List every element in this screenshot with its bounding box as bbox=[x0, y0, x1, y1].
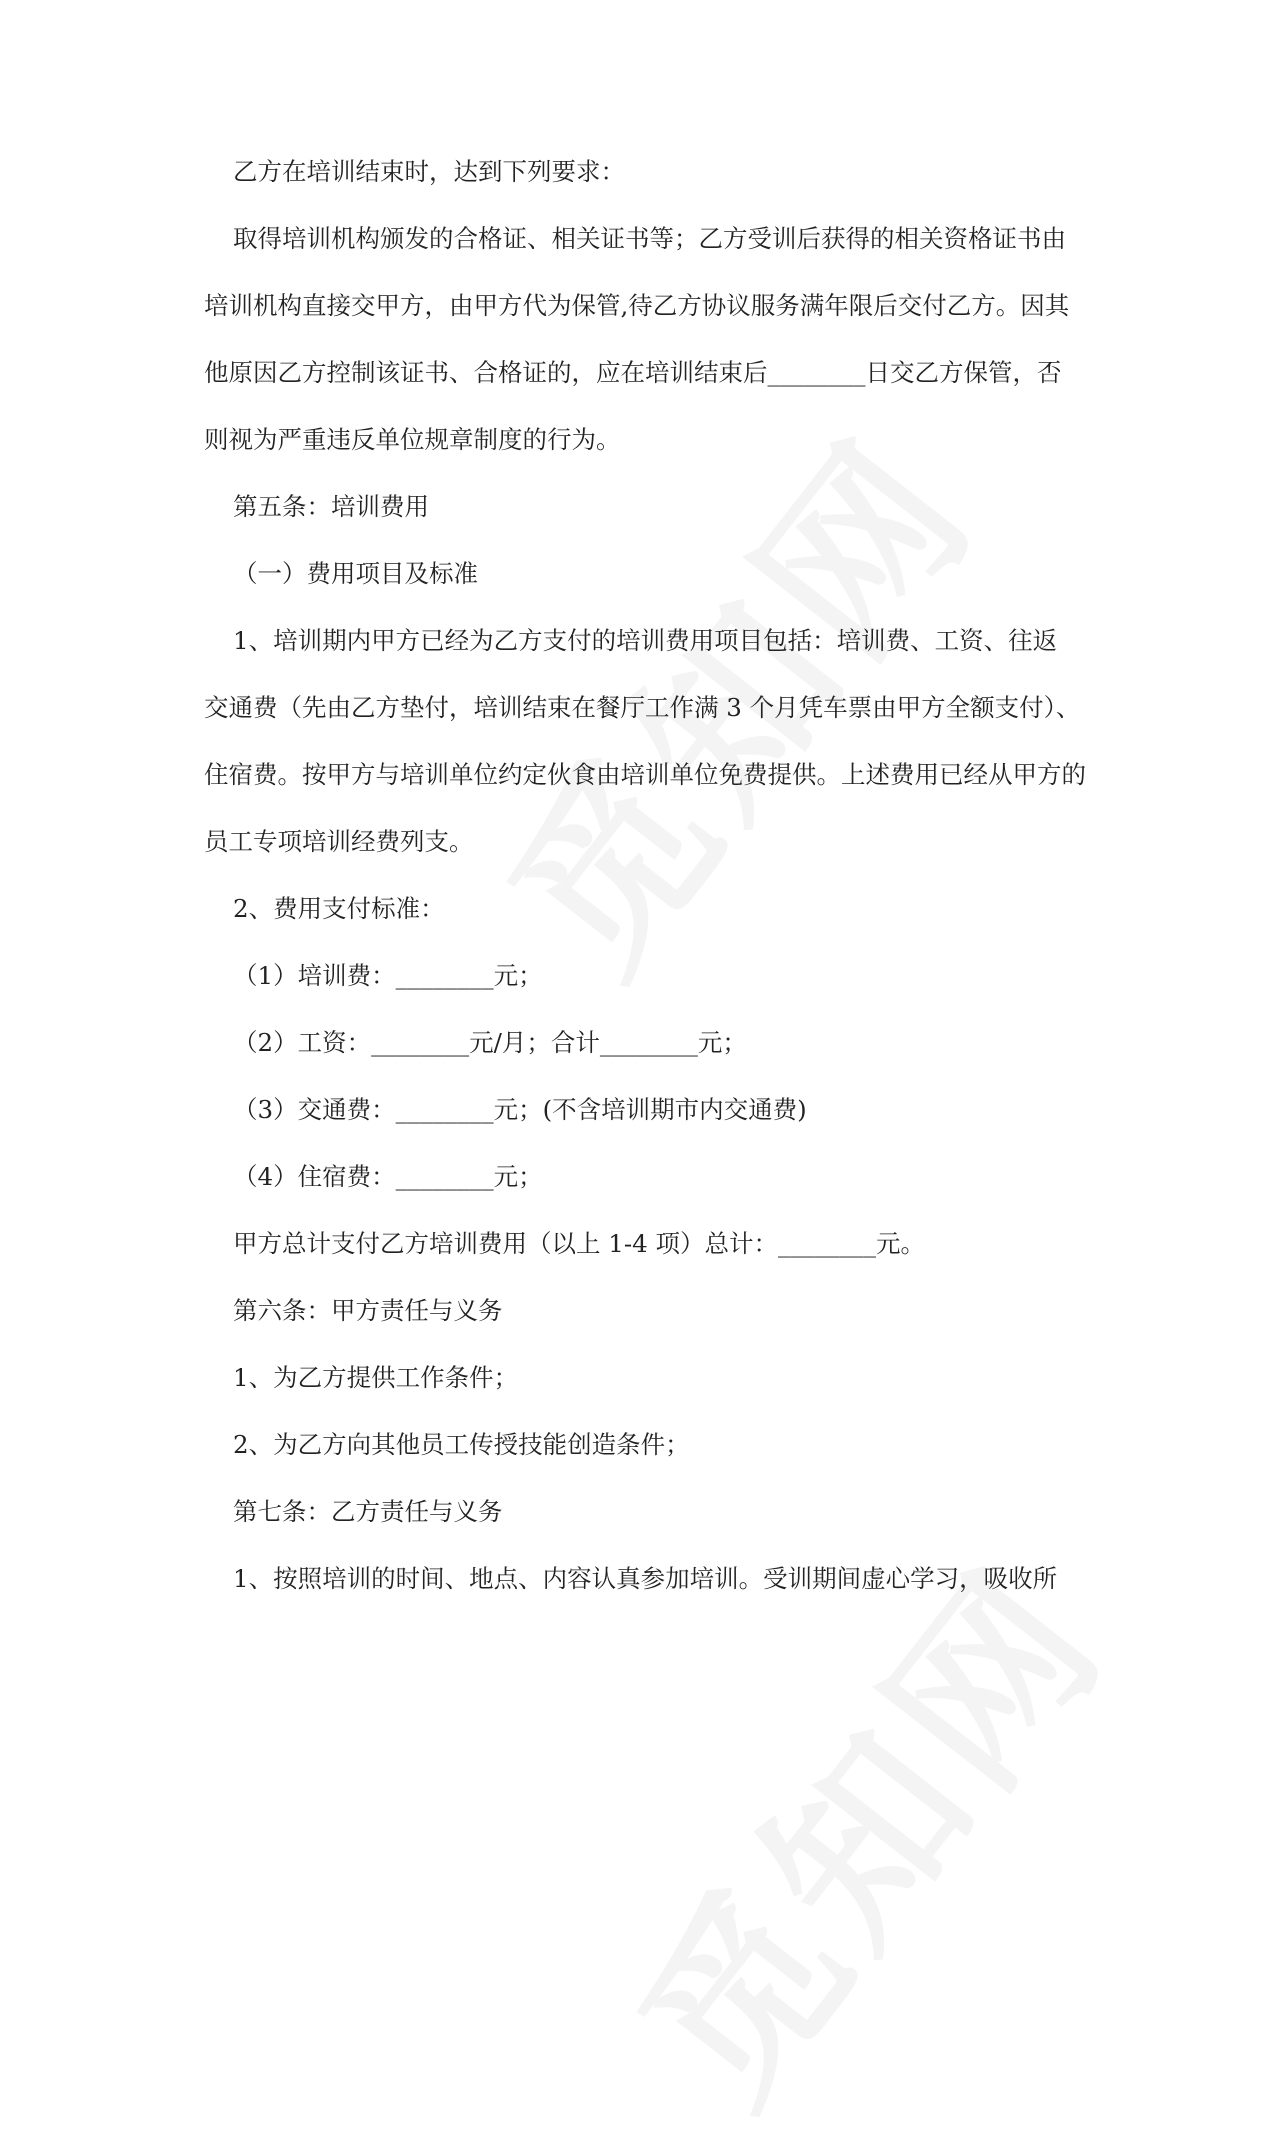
paragraph-line: 甲方总计支付乙方培训费用（以上 1-4 项）总计：________元。 bbox=[233, 1229, 926, 1258]
paragraph-line: 他原因乙方控制该证书、合格证的，应在培训结束后________日交乙方保管，否 bbox=[204, 358, 1062, 387]
list-item: （4）住宿费：________元； bbox=[233, 1162, 543, 1191]
paragraph-line: 取得培训机构颁发的合格证、相关证书等；乙方受训后获得的相关资格证书由 bbox=[233, 224, 1066, 253]
list-item: （1）培训费：________元； bbox=[233, 961, 543, 990]
list-item: 1、为乙方提供工作条件； bbox=[233, 1363, 519, 1392]
paragraph-line: 乙方在培训结束时，达到下列要求： bbox=[233, 157, 625, 186]
list-item: （3）交通费：________元；(不含培训期市内交通费) bbox=[233, 1095, 807, 1124]
subsection-heading: （一）费用项目及标准 bbox=[233, 559, 478, 588]
section-heading: 第六条：甲方责任与义务 bbox=[233, 1296, 503, 1325]
paragraph-line: 住宿费。按甲方与培训单位约定伙食由培训单位免费提供。上述费用已经从甲方的 bbox=[204, 760, 1086, 789]
watermark bbox=[568, 1506, 1153, 2147]
paragraph-line: 2、费用支付标准： bbox=[233, 894, 445, 923]
paragraph-line: 则视为严重违反单位规章制度的行为。 bbox=[204, 425, 621, 454]
section-heading: 第七条：乙方责任与义务 bbox=[233, 1497, 503, 1526]
paragraph-line: 员工专项培训经费列支。 bbox=[204, 827, 474, 856]
paragraph-line: 交通费（先由乙方垫付，培训结束在餐厅工作满 3 个月凭车票由甲方全额支付）、 bbox=[204, 693, 1081, 722]
list-item: （2）工资：________元/月；合计________元； bbox=[233, 1028, 747, 1057]
list-item: 2、为乙方向其他员工传授技能创造条件； bbox=[233, 1430, 690, 1459]
section-heading: 第五条：培训费用 bbox=[233, 492, 429, 521]
paragraph-line: 培训机构直接交甲方，由甲方代为保管,待乙方协议服务满年限后交付乙方。因其 bbox=[204, 291, 1070, 320]
list-item: 1、按照培训的时间、地点、内容认真参加培训。受训期间虚心学习，吸收所 bbox=[233, 1564, 1058, 1593]
paragraph-line: 1、培训期内甲方已经为乙方支付的培训费用项目包括：培训费、工资、往返 bbox=[233, 626, 1058, 655]
